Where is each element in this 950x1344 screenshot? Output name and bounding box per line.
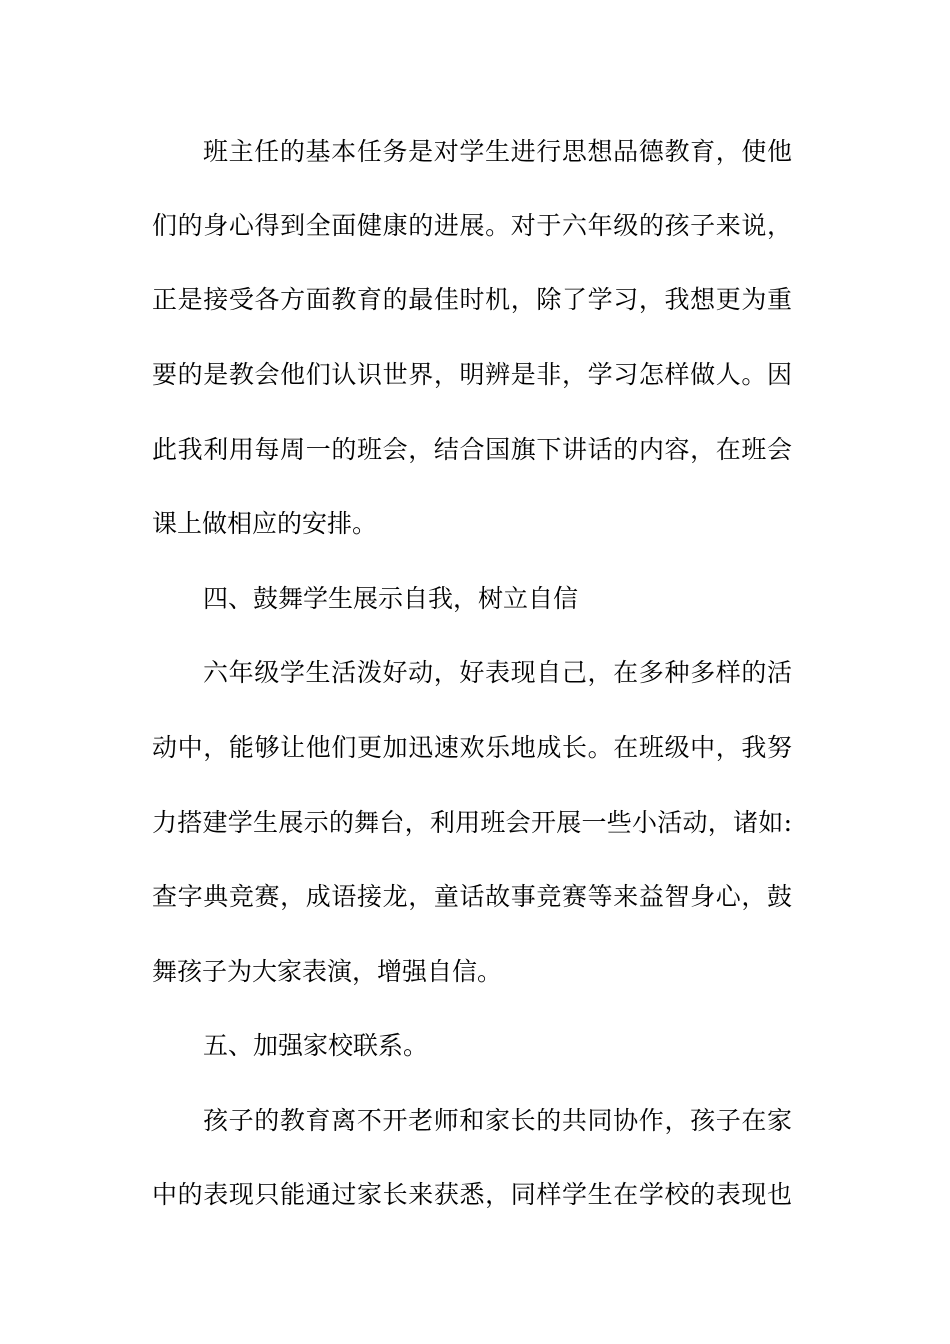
paragraph-2-line-1: 六年级学生活泼好动，好表现自己，在多种多样的活 (203, 658, 792, 687)
paragraph-2-line-5: 舞孩子为大家表演，增强自信。 (152, 957, 503, 986)
paragraph-3-line-1: 孩子的教育离不开老师和家长的共同协作，孩子在家 (203, 1106, 792, 1135)
section-heading-5: 五、加强家校联系。 (203, 1031, 429, 1060)
paragraph-1-line-4: 要的是教会他们认识世界，明辨是非，学习怎样做人。因 (152, 360, 792, 389)
section-heading-4: 四、鼓舞学生展示自我，树立自信 (203, 584, 579, 613)
paragraph-3-line-2: 中的表现只能通过家长来获悉，同样学生在学校的表现也 (152, 1180, 792, 1209)
paragraph-1-line-5: 此我利用每周一的班会，结合国旗下讲话的内容，在班会 (152, 435, 792, 464)
paragraph-2-line-4: 查字典竞赛，成语接龙，童话故事竞赛等来益智身心，鼓 (152, 882, 792, 911)
paragraph-1-line-1: 班主任的基本任务是对学生进行思想品德教育，使他 (203, 137, 792, 166)
paragraph-2-line-3: 力搭建学生展示的舞台，利用班会开展一些小活动，诸如: (152, 808, 792, 837)
paragraph-1-line-3: 正是接受各方面教育的最佳时机，除了学习，我想更为重 (152, 285, 792, 314)
paragraph-2-line-2: 动中，能够让他们更加迅速欢乐地成长。在班级中，我努 (152, 733, 792, 762)
paragraph-1-line-2: 们的身心得到全面健康的进展。对于六年级的孩子来说， (152, 211, 792, 240)
paragraph-1-line-6: 课上做相应的安排。 (152, 509, 378, 538)
